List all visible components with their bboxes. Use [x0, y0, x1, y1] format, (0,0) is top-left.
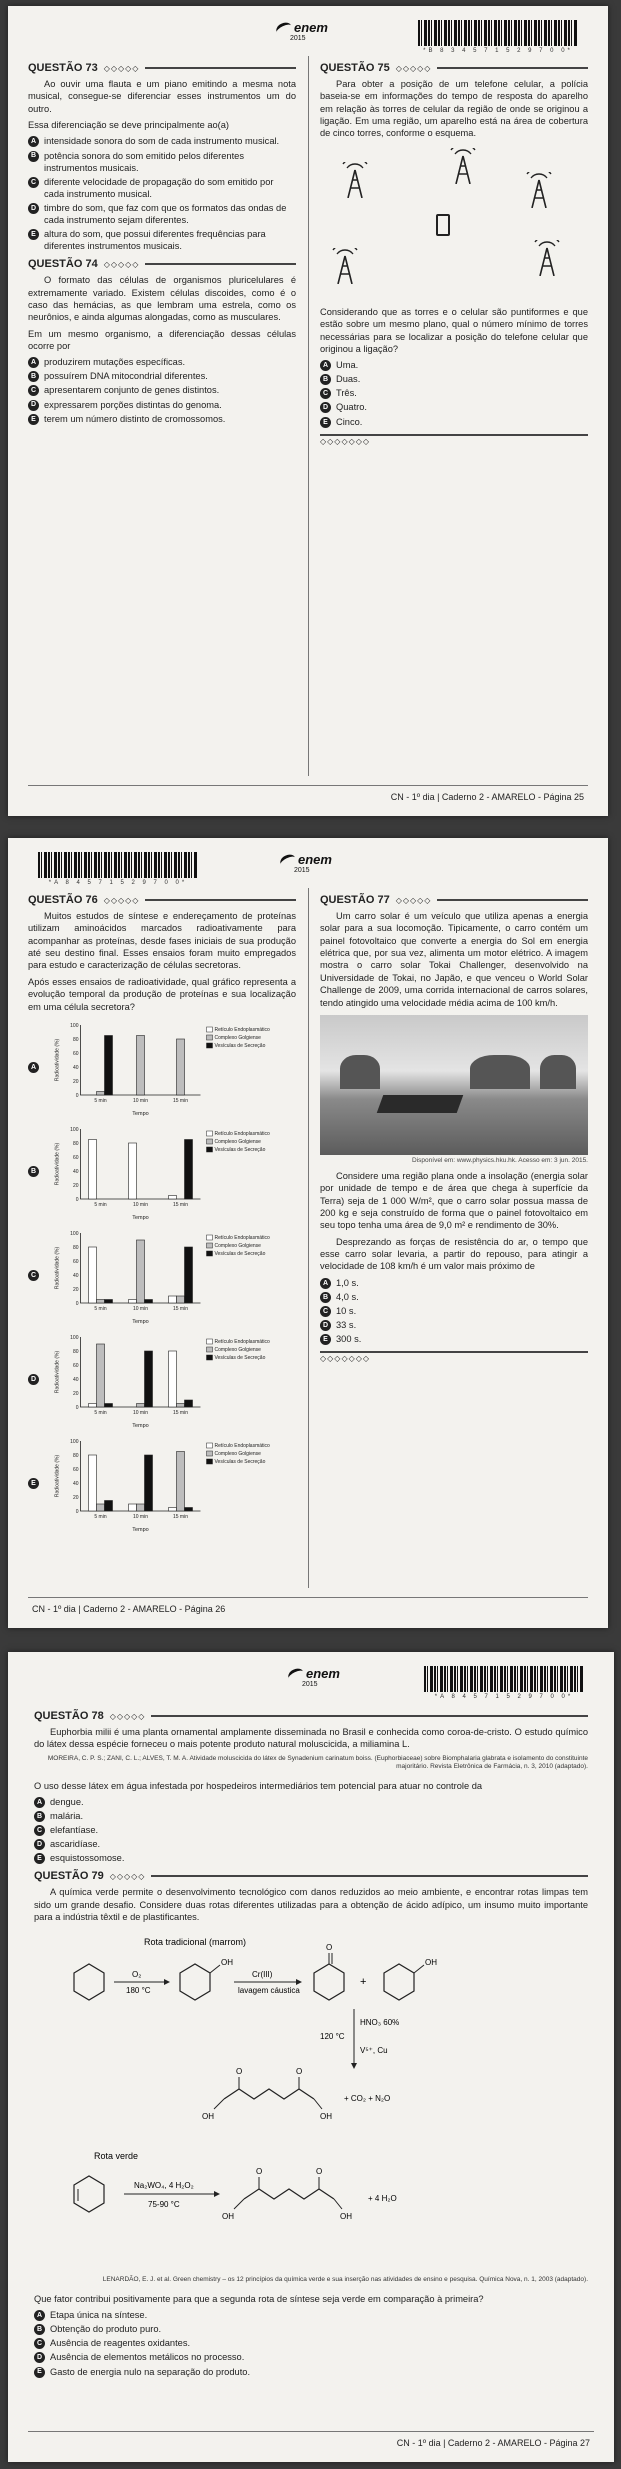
page-footer: CN - 1º dia | Caderno 2 - AMARELO - Página 27	[396, 2438, 590, 2448]
bar	[105, 1035, 113, 1095]
svg-text:O: O	[326, 1943, 333, 1953]
question-78-text: Euphorbia milii é uma planta ornamental amplamente disseminada no Brasil e conhecida como coroa-de-cristo. O estudo químico do látex dessa espécie forneceu o mais potente produto natural moluscicida, a miliamina L.	[34, 1727, 588, 1750]
chart-axes	[81, 1129, 201, 1199]
legend-swatch	[207, 1027, 213, 1032]
barcode-number: *A 8 4 5 7 1 5 2 9 7 0 0*	[48, 880, 188, 886]
bar	[185, 1507, 193, 1511]
page-footer: CN - 1º dia | Caderno 2 - AMARELO - Página 25	[390, 792, 584, 802]
legend-entry: Vesículas de Secreção	[214, 1042, 266, 1049]
page-footer: CN - 1º dia | Caderno 2 - AMARELO - Página 26	[32, 1604, 226, 1614]
question-79-options	[34, 2309, 588, 2377]
svg-text:OH: OH	[340, 2212, 352, 2222]
option-e[interactable]: E altura do som, que possui diferentes frequências para diferentes instrumentos musicais.	[28, 228, 296, 252]
bar-chart	[45, 1017, 296, 1117]
route-green-label: Rota verde	[94, 2151, 139, 2162]
x-tick-label: 15 min	[172, 1513, 189, 1520]
y-tick-label: 60	[72, 1050, 79, 1057]
y-tick-label: 40	[72, 1480, 79, 1487]
option-b[interactable]: B possuírem DNA mitocondrial diferentes.	[28, 370, 296, 382]
option-e[interactable]: E Cinco.	[320, 416, 588, 428]
y-axis-label: Radioatividade (%)	[54, 1142, 61, 1185]
option-c[interactable]: C Ausência de reagentes oxidantes.	[34, 2337, 588, 2349]
bar	[89, 1247, 97, 1303]
question-78-title: QUESTÃO 78 ◇◇◇◇◇	[34, 1710, 588, 1722]
left-column	[28, 888, 296, 1588]
cyclohexanone-ring	[314, 1964, 344, 2000]
legend-entry: Vesículas de Secreção	[214, 1458, 266, 1465]
y-tick-label: 0	[75, 1404, 79, 1411]
chart-option-b[interactable]	[28, 1121, 296, 1221]
legend-entry: Vesículas de Secreção	[214, 1146, 266, 1153]
legend-swatch	[207, 1443, 213, 1448]
bar-chart	[45, 1329, 296, 1429]
question-74-prompt: Em um mesmo organismo, a diferenciação dessas células ocorre por	[28, 328, 296, 351]
question-73-options	[28, 135, 296, 252]
y-tick-label: 0	[75, 1092, 79, 1099]
legend-swatch	[207, 1355, 213, 1360]
photo-credit: Disponível em: www.physics.hku.hk. Acesso em: 3 jun. 2015.	[412, 1156, 588, 1164]
bar	[185, 1400, 193, 1407]
x-tick-label: 15 min	[172, 1201, 189, 1208]
question-78-options	[34, 1796, 588, 1864]
option-d[interactable]: D expressarem porções distintas do genoma.	[28, 399, 296, 411]
option-e[interactable]: E Gasto de energia nulo na separação do produto.	[34, 2366, 588, 2378]
svg-text:75-90 °C: 75-90 °C	[148, 2200, 180, 2210]
chart-option-c[interactable]	[28, 1225, 296, 1325]
svg-text:O: O	[316, 2167, 323, 2177]
y-tick-label: 0	[75, 1508, 79, 1515]
cyclohexanol-ring	[180, 1964, 210, 2000]
y-tick-label: 100	[70, 1022, 79, 1029]
bar	[177, 1403, 185, 1407]
legend-entry: Vesículas de Secreção	[214, 1250, 266, 1257]
option-e[interactable]: E esquistossomose.	[34, 1852, 588, 1864]
x-tick-label: 5 min	[94, 1409, 107, 1416]
end-of-column-rule: ◇◇◇◇◇◇◇	[320, 434, 588, 446]
option-d[interactable]: D 33 s.	[320, 1319, 588, 1331]
barcode	[424, 1666, 584, 1692]
option-e[interactable]: E 300 s.	[320, 1333, 588, 1345]
svg-text:V⁵⁺, Cu: V⁵⁺, Cu	[360, 2046, 388, 2056]
question-77-prompt: Desprezando as forças de resistência do ar, o tempo que esse carro solar levaria, a partir do repouso, para atingir a velocidade de 108 km/h é um valor mais próximo de	[320, 1236, 588, 1272]
cell-tower-icon	[448, 148, 478, 184]
barcode-number: *A 8 4 5 7 1 5 2 9 7 0 0*	[434, 1694, 574, 1700]
enem-logo: enem 2015	[288, 1666, 340, 1688]
question-75-title: QUESTÃO 75 ◇◇◇◇◇	[320, 62, 588, 74]
x-axis-label: Tempo	[132, 1422, 149, 1429]
bar	[169, 1507, 177, 1511]
bar	[137, 1035, 145, 1095]
left-column	[28, 56, 296, 776]
page-header	[8, 14, 608, 54]
svg-text:+ 4 H₂O: + 4 H₂O	[368, 2194, 397, 2204]
question-75-options	[320, 359, 588, 427]
legend-entry: Complexo Golgiense	[214, 1034, 261, 1041]
option-c[interactable]: C 10 s.	[320, 1305, 588, 1317]
y-axis-label: Radioatividade (%)	[54, 1454, 61, 1497]
bar	[145, 1299, 153, 1303]
question-73-title: QUESTÃO 73 ◇◇◇◇◇	[28, 62, 296, 74]
svg-text:Cr(III): Cr(III)	[252, 1970, 273, 1980]
page-header	[8, 846, 608, 886]
page-header	[8, 1660, 614, 1700]
adipic-acid-chain-green	[244, 2189, 334, 2199]
cell-tower-icon	[532, 240, 562, 276]
x-axis-label: Tempo	[132, 1110, 149, 1117]
page-26	[8, 838, 608, 1628]
bar	[89, 1403, 97, 1407]
bar	[129, 1143, 137, 1199]
svg-text:+ CO₂ + N₂O: + CO₂ + N₂O	[344, 2094, 391, 2104]
option-b[interactable]: B Obtenção do produto puro.	[34, 2323, 588, 2335]
option-b[interactable]: B 4,0 s.	[320, 1291, 588, 1303]
legend-swatch	[207, 1043, 213, 1048]
option-letter: E	[28, 1478, 39, 1489]
enem-logo: enem 2015	[276, 20, 328, 42]
question-74-text: O formato das células de organismos pluricelulares é extremamente variado. Existem células discoides, como é o caso das hemácias, as que lembram uma estrela, como os neurônios, e ainda algumas alongadas, como as musculares.	[28, 275, 296, 323]
svg-text:O₂: O₂	[132, 1970, 142, 1980]
bar	[89, 1455, 97, 1511]
option-a[interactable]: A produzirem mutações específicas.	[28, 356, 296, 368]
tower-scheme	[320, 148, 588, 298]
y-axis-label: Radioatividade (%)	[54, 1246, 61, 1289]
legend-swatch	[207, 1131, 213, 1136]
y-tick-label: 80	[72, 1140, 79, 1147]
svg-text:O: O	[236, 2067, 243, 2077]
x-tick-label: 15 min	[172, 1409, 189, 1416]
adipic-acid-chain	[224, 2089, 314, 2099]
question-79-prompt: Que fator contribui positivamente para que a segunda rota de síntese seja verde em comparação à primeira?	[34, 2293, 484, 2304]
question-77-options	[320, 1277, 588, 1345]
svg-text:OH: OH	[202, 2112, 214, 2122]
bar	[105, 1299, 113, 1303]
svg-text:120 °C: 120 °C	[320, 2032, 345, 2042]
y-tick-label: 20	[72, 1390, 79, 1397]
x-tick-label: 10 min	[132, 1409, 149, 1416]
legend-swatch	[207, 1459, 213, 1464]
x-tick-label: 10 min	[132, 1305, 149, 1312]
solar-car	[377, 1095, 464, 1113]
y-axis-label: Radioatividade (%)	[54, 1350, 61, 1393]
cyclohexane-ring	[74, 1964, 104, 2000]
option-c[interactable]: C elefantíase.	[34, 1824, 588, 1836]
svg-text:OH: OH	[425, 1958, 437, 1968]
y-tick-label: 0	[75, 1300, 79, 1307]
option-letter: B	[28, 1166, 39, 1177]
x-tick-label: 5 min	[94, 1513, 107, 1520]
solar-car-photo	[320, 1015, 588, 1155]
question-77-title: QUESTÃO 77 ◇◇◇◇◇	[320, 894, 588, 906]
bar	[145, 1455, 153, 1511]
y-tick-label: 100	[70, 1438, 79, 1445]
y-tick-label: 60	[72, 1258, 79, 1265]
y-tick-label: 100	[70, 1334, 79, 1341]
x-tick-label: 15 min	[172, 1305, 189, 1312]
legend-entry: Complexo Golgiense	[214, 1450, 261, 1457]
y-tick-label: 20	[72, 1078, 79, 1085]
option-letter: D	[28, 1374, 39, 1385]
bar	[169, 1351, 177, 1407]
legend-swatch	[207, 1243, 213, 1248]
legend-entry: Complexo Golgiense	[214, 1138, 261, 1145]
bar	[185, 1139, 193, 1199]
y-tick-label: 60	[72, 1362, 79, 1369]
option-b[interactable]: B potência sonora do som emitido pelos diferentes instrumentos musicais.	[28, 150, 296, 174]
option-a[interactable]: A Uma.	[320, 359, 588, 371]
bar	[137, 1240, 145, 1303]
legend-swatch	[207, 1347, 213, 1352]
question-79-citation: LENARDÃO, E. J. et al. Green chemistry – os 12 princípios da química verde e sua inserção nas atividades de ensino e pesquisa. Química Nova, n. 1, 2003 (adaptado).	[102, 2276, 588, 2284]
x-axis-label: Tempo	[132, 1318, 149, 1325]
y-tick-label: 20	[72, 1494, 79, 1501]
y-tick-label: 60	[72, 1154, 79, 1161]
question-73-text: Ao ouvir uma flauta e um piano emitindo a mesma nota musical, consegue-se diferenciar esses instrumentos um do outro.	[28, 79, 296, 114]
legend-swatch	[207, 1035, 213, 1040]
question-79-title: QUESTÃO 79 ◇◇◇◇◇	[34, 1870, 588, 1882]
y-tick-label: 0	[75, 1196, 79, 1203]
legend-swatch	[207, 1139, 213, 1144]
option-a[interactable]: A Etapa única na síntese.	[34, 2309, 588, 2321]
bar	[145, 1351, 153, 1407]
y-tick-label: 40	[72, 1064, 79, 1071]
svg-text:Na₂WO₄, 4 H₂O₂: Na₂WO₄, 4 H₂O₂	[134, 2181, 194, 2191]
option-b[interactable]: B malária.	[34, 1810, 588, 1822]
y-tick-label: 40	[72, 1272, 79, 1279]
option-a[interactable]: A 1,0 s.	[320, 1277, 588, 1289]
option-d[interactable]: D ascaridíase.	[34, 1838, 588, 1850]
question-78-citation: MOREIRA, C. P. S.; ZANI, C. L.; ALVES, T. M. A. Atividade moluscicida do látex de Synadenium carinatum boiss. (Euphorbiaceae) sobre Biomphalaria glabrata e isolamento do constituinte majoritário. Revista Eletrônica de Farmácia, n. 3, 2010 (adaptado).	[47, 1754, 588, 1771]
option-c[interactable]: C apresentarem conjunto de genes distintos.	[28, 384, 296, 396]
bar-chart	[45, 1121, 296, 1221]
barcode	[38, 852, 198, 878]
x-tick-label: 10 min	[132, 1097, 149, 1104]
y-tick-label: 80	[72, 1452, 79, 1459]
bar	[169, 1296, 177, 1303]
bar	[89, 1139, 97, 1199]
svg-text:180 °C: 180 °C	[126, 1986, 151, 1996]
cell-tower-icon	[524, 172, 554, 208]
y-tick-label: 40	[72, 1376, 79, 1383]
bar-chart	[45, 1225, 296, 1325]
chart-option-d[interactable]	[28, 1329, 296, 1429]
legend-entry: Complexo Golgiense	[214, 1346, 261, 1353]
y-tick-label: 60	[72, 1466, 79, 1473]
option-c[interactable]: C Três.	[320, 387, 588, 399]
question-78-prompt: O uso desse látex em água infestada por hospedeiros intermediários tem potencial para atuar no controle da	[34, 1780, 483, 1791]
cell-tower-icon	[340, 162, 370, 198]
bar	[97, 1504, 105, 1511]
option-letter: C	[28, 1270, 39, 1281]
bar	[137, 1403, 145, 1407]
adipic-acid-routes-diagram	[34, 1933, 588, 2263]
enem-logo: enem 2015	[280, 852, 332, 874]
bar	[97, 1299, 105, 1303]
x-tick-label: 10 min	[132, 1513, 149, 1520]
x-tick-label: 5 min	[94, 1097, 107, 1104]
question-76-chart-options	[28, 1017, 296, 1533]
svg-text:OH: OH	[222, 2212, 234, 2222]
option-e[interactable]: E terem um número distinto de cromossomos.	[28, 413, 296, 425]
x-tick-label: 5 min	[94, 1201, 107, 1208]
y-axis-label: Radioatividade (%)	[54, 1038, 61, 1081]
cell-tower-icon	[330, 248, 360, 284]
x-tick-label: 10 min	[132, 1201, 149, 1208]
y-tick-label: 80	[72, 1036, 79, 1043]
legend-swatch	[207, 1451, 213, 1456]
bar	[105, 1403, 113, 1407]
question-79-text: A química verde permite o desenvolvimento tecnológico com danos reduzidos ao meio ambiente, e encontrar rotas limpas tem sido um grande desafio. Considere duas rotas diferentes utilizadas para a obtenção de ácido adípico, um insumo muito importante para a indústria têxtil e de plastificantes.	[34, 1887, 588, 1923]
route-traditional-label: Rota tradicional (marrom)	[144, 1937, 247, 1948]
bar	[177, 1039, 185, 1095]
bar	[129, 1299, 137, 1303]
legend-swatch	[207, 1235, 213, 1240]
svg-text:OH: OH	[320, 2112, 332, 2122]
page-25	[8, 6, 608, 816]
cellphone-icon	[436, 214, 450, 236]
legend-swatch	[207, 1147, 213, 1152]
y-tick-label: 100	[70, 1126, 79, 1133]
question-77-text: Um carro solar é um veículo que utiliza apenas a energia solar para a sua locomoção. Tipicamente, o carro contém um painel fotovoltaico que converte a energia do Sol em energia elétrica que, por sua vez, alimenta um motor elétrico. A imagem mostra o carro solar Tokai Challenger, desenvolvido na Universidade de Tokai, no Japão, e que venceu o World Solar Challenge de 2009, uma corrida internacional de carros solares, tendo atingido uma velocidade média acima de 100 km/h.	[320, 911, 588, 1008]
option-c[interactable]: C diferente velocidade de propagação do som emitido por cada instrumento musical.	[28, 176, 296, 200]
option-letter: A	[28, 1062, 39, 1073]
legend-entry: Retículo Endoplasmático	[214, 1234, 270, 1241]
bar	[105, 1500, 113, 1511]
y-tick-label: 80	[72, 1244, 79, 1251]
svg-text:O: O	[296, 2067, 303, 2077]
legend-entry: Vesículas de Secreção	[214, 1354, 266, 1361]
y-tick-label: 40	[72, 1168, 79, 1175]
svg-text:+: +	[360, 1976, 367, 1989]
bar	[185, 1247, 193, 1303]
svg-text:O: O	[256, 2167, 263, 2177]
y-tick-label: 20	[72, 1182, 79, 1189]
bar	[137, 1504, 145, 1511]
bar-chart	[45, 1433, 296, 1533]
right-column	[320, 888, 588, 1588]
question-76-prompt: Após esses ensaios de radioatividade, qual gráfico representa a evolução temporal da produção de proteínas e sua localização em uma célula secretora?	[28, 976, 296, 1012]
legend-entry: Retículo Endoplasmático	[214, 1130, 270, 1137]
x-axis-label: Tempo	[132, 1214, 149, 1221]
bar	[129, 1504, 137, 1511]
full-width-content	[34, 1704, 588, 2422]
page-27	[8, 1652, 614, 2462]
svg-text:HNO₃ 60%: HNO₃ 60%	[360, 2018, 400, 2028]
chart-option-a[interactable]	[28, 1017, 296, 1117]
x-tick-label: 5 min	[94, 1305, 107, 1312]
y-tick-label: 80	[72, 1348, 79, 1355]
svg-text:OH: OH	[221, 1958, 233, 1968]
option-d[interactable]: D Quatro.	[320, 401, 588, 413]
option-a[interactable]: A dengue.	[34, 1796, 588, 1808]
y-tick-label: 100	[70, 1230, 79, 1237]
question-75-text: Para obter a posição de um telefone celular, a polícia baseia-se em informações do tempo de resposta do aparelho em relação às torres de celular da região de onde se originou a ligação. Em uma região, um aparelho está na área de cobertura de cinco torres, conforme o esquema.	[320, 79, 588, 139]
legend-entry: Retículo Endoplasmático	[214, 1442, 270, 1449]
question-76-text: Muitos estudos de síntese e endereçamento de proteínas utilizam aminoácidos marcados radioativamente para acompanhar as proteínas, desde fases iniciais de sua produção até seu destino final. Esses ensaios foram muito empregados para estudo e caracterização de células secretoras.	[28, 911, 296, 971]
svg-text:lavagem cáustica: lavagem cáustica	[238, 1986, 300, 1996]
x-tick-label: 15 min	[172, 1097, 189, 1104]
question-75-prompt: Considerando que as torres e o celular são puntiformes e que estão sobre um mesmo plano, qual o número mínimo de torres necessárias para se localizar a posição do telefone celular que originou a ligação?	[320, 306, 588, 354]
question-73-prompt: Essa diferenciação se deve principalmente ao(a)	[28, 120, 230, 131]
legend-swatch	[207, 1339, 213, 1344]
question-76-title: QUESTÃO 76 ◇◇◇◇◇	[28, 894, 296, 906]
bar	[177, 1451, 185, 1511]
cyclohexanol-ring-2	[384, 1964, 414, 2000]
question-77-text-2: Considere uma região plana onde a insolação (energia solar por unidade de tempo e de área que chega à superfície da Terra) seja de 1 000 W/m², que o carro solar possua massa de 200 kg e seja construído de forma que o painel fotovoltaico em seu topo tenha uma área de 9,0 m² e rendimento de 30%.	[320, 1170, 588, 1231]
bar	[177, 1296, 185, 1303]
option-d[interactable]: D timbre do som, que faz com que os formatos das ondas de cada instrumento sejam diferentes.	[28, 202, 296, 226]
option-b[interactable]: B Duas.	[320, 373, 588, 385]
legend-entry: Retículo Endoplasmático	[214, 1026, 270, 1033]
legend-entry: Retículo Endoplasmático	[214, 1338, 270, 1345]
legend-swatch	[207, 1251, 213, 1256]
legend-entry: Complexo Golgiense	[214, 1242, 261, 1249]
barcode	[418, 20, 578, 46]
y-tick-label: 20	[72, 1286, 79, 1293]
bar	[97, 1091, 105, 1095]
bar	[97, 1344, 105, 1407]
right-column	[320, 56, 588, 776]
option-a[interactable]: A intensidade sonora do som de cada instrumento musical.	[28, 135, 296, 147]
question-74-title: QUESTÃO 74 ◇◇◇◇◇	[28, 258, 296, 270]
option-d[interactable]: D Ausência de elementos metálicos no processo.	[34, 2351, 588, 2363]
end-of-column-rule: ◇◇◇◇◇◇◇	[320, 1351, 588, 1363]
x-axis-label: Tempo	[132, 1526, 149, 1533]
barcode-number: *B 8 3 4 5 7 1 5 2 9 7 0 0*	[423, 48, 573, 54]
chart-option-e[interactable]	[28, 1433, 296, 1533]
bar	[169, 1195, 177, 1199]
question-74-options	[28, 356, 296, 424]
